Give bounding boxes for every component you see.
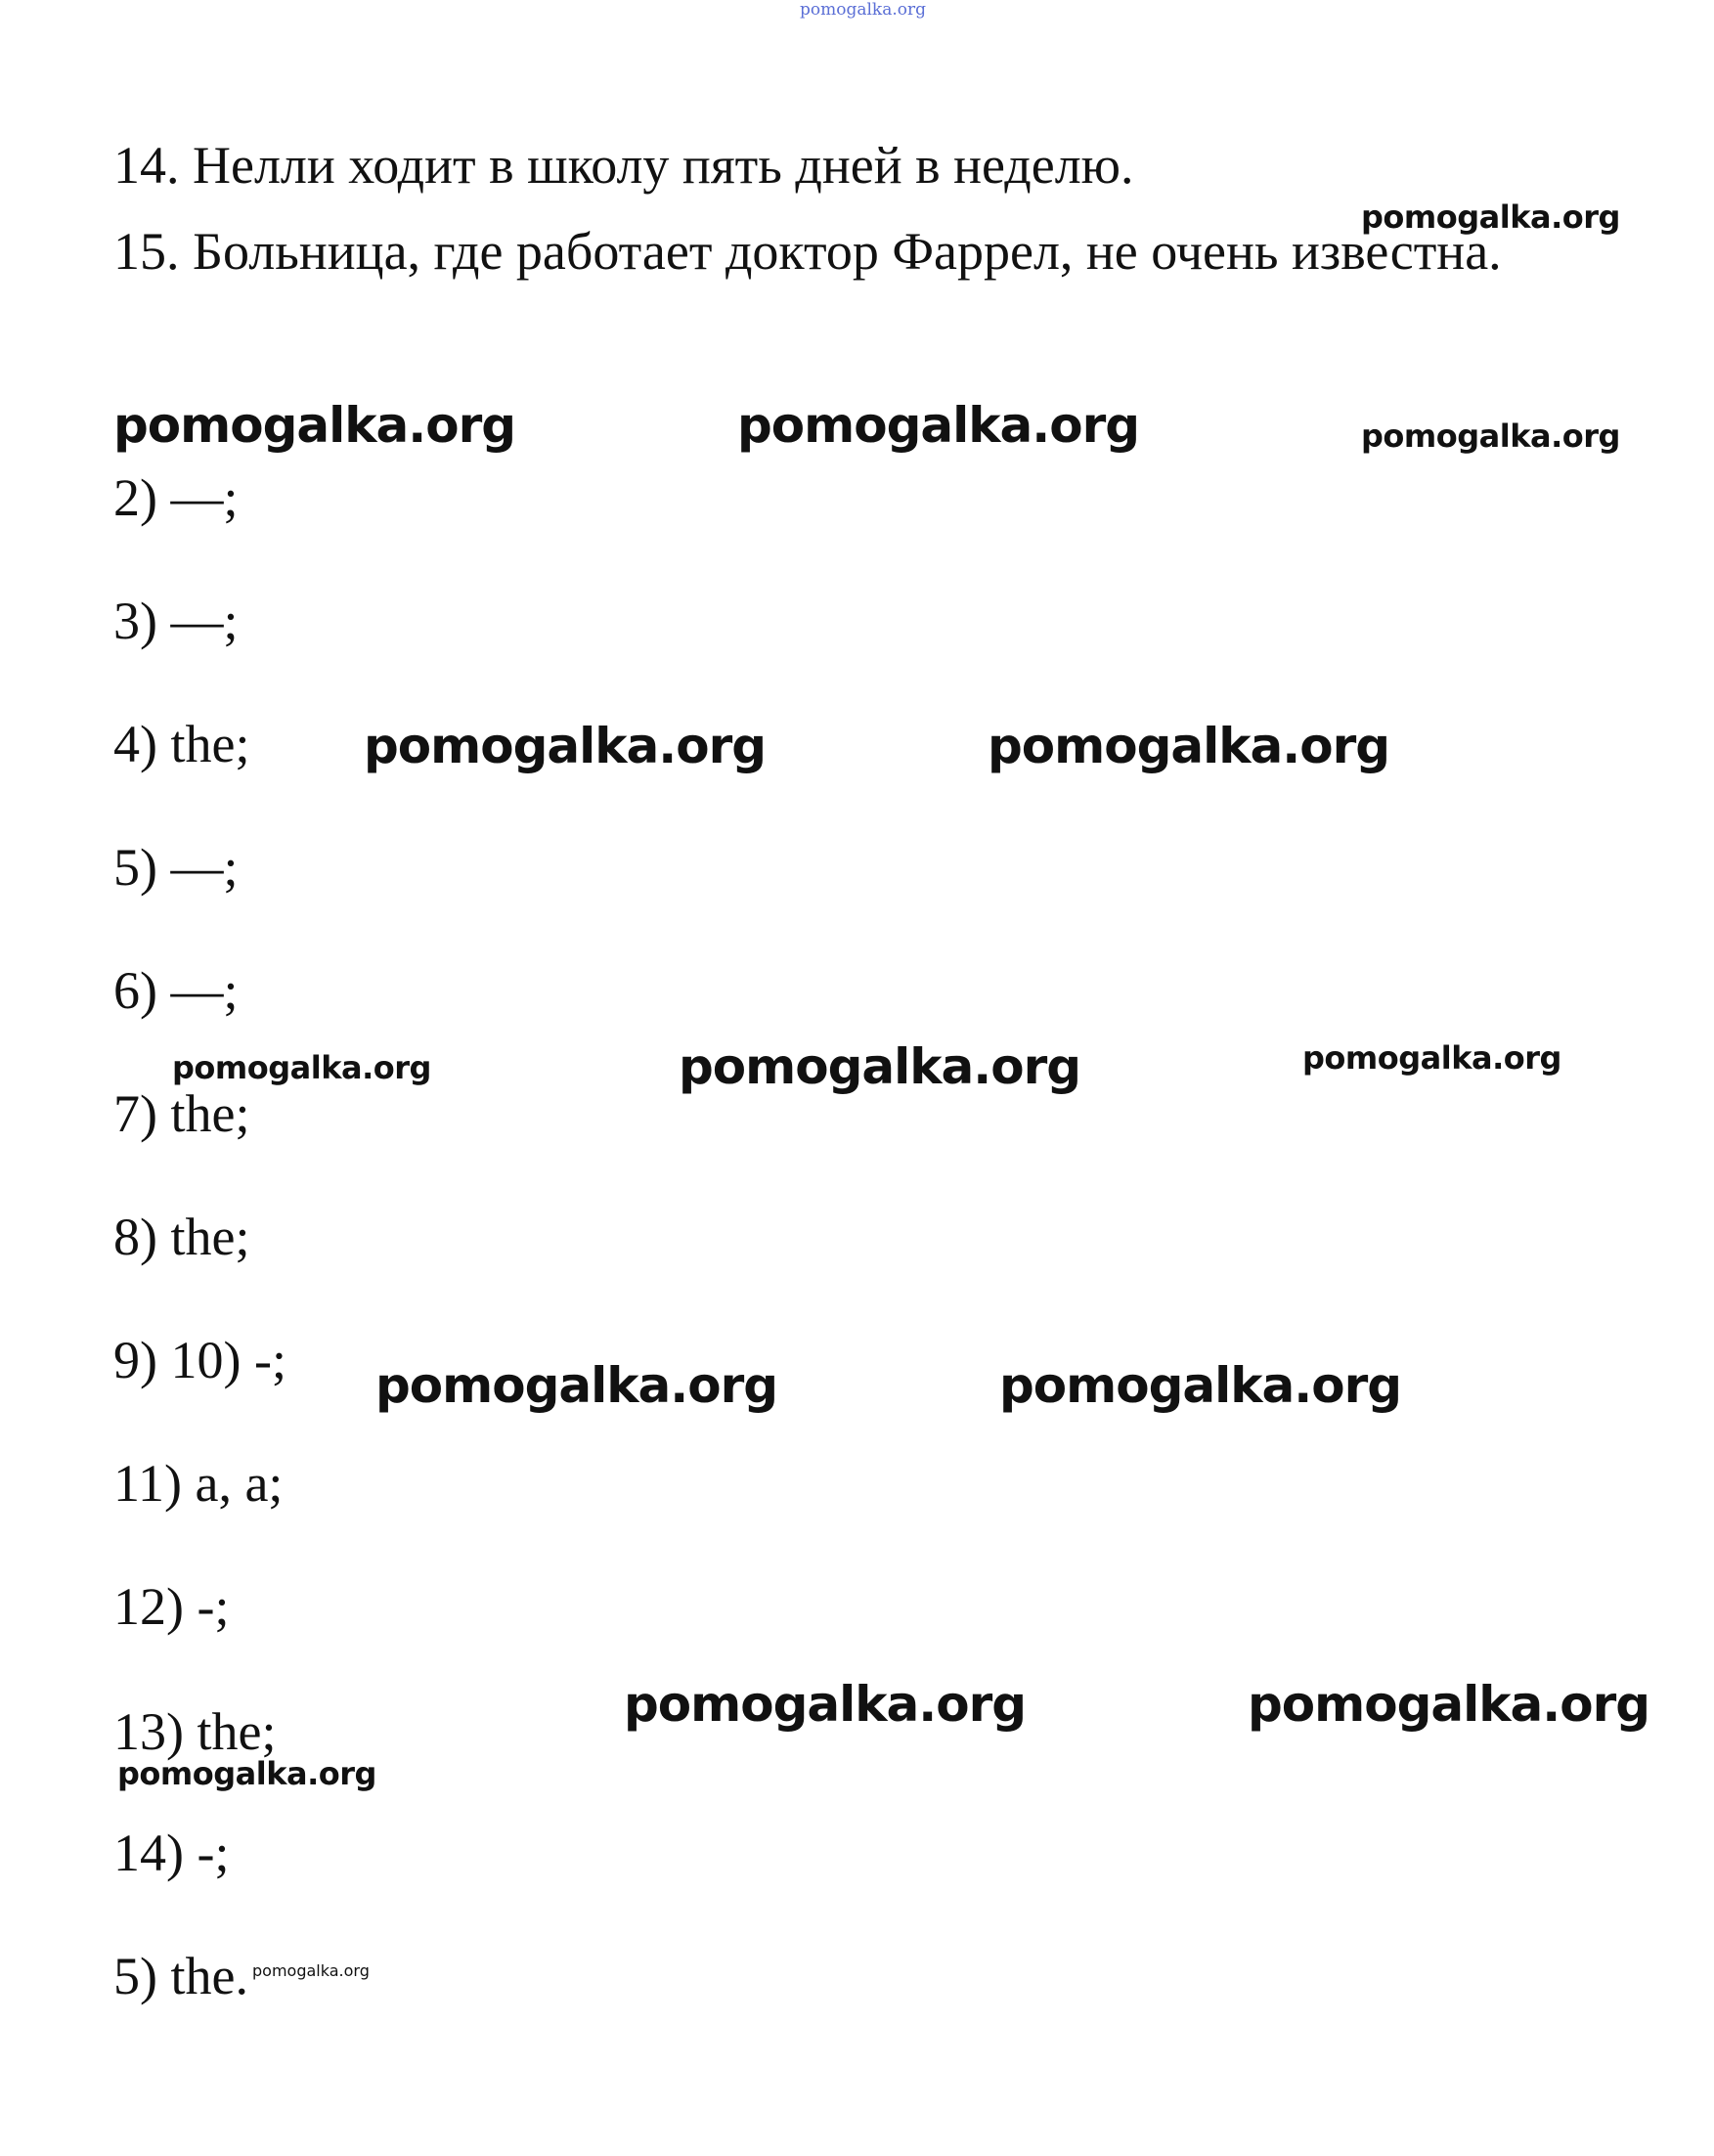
watermark: pomogalka.org bbox=[113, 397, 516, 454]
watermark: pomogalka.org bbox=[252, 1961, 370, 1980]
answer-7: 7) the; bbox=[113, 1084, 250, 1143]
answer-11: 11) a, a; bbox=[113, 1454, 284, 1513]
translation-line-15: 15. Больница, где работает доктор Фаррел, не очень известна. bbox=[113, 222, 1502, 281]
answer-12: 12) -; bbox=[113, 1577, 230, 1636]
header-watermark: pomogalka.org bbox=[800, 0, 927, 20]
answer-4: 4) the; bbox=[113, 715, 250, 773]
watermark: pomogalka.org bbox=[364, 718, 767, 774]
watermark: pomogalka.org bbox=[117, 1755, 376, 1792]
watermark: pomogalka.org bbox=[1361, 418, 1620, 455]
answer-13: 13) the; bbox=[113, 1702, 277, 1761]
watermark: pomogalka.org bbox=[375, 1357, 778, 1414]
watermark: pomogalka.org bbox=[1248, 1676, 1650, 1733]
watermark: pomogalka.org bbox=[679, 1038, 1081, 1095]
answer-2: 2) —; bbox=[113, 468, 239, 527]
answer-9-10: 9) 10) -; bbox=[113, 1331, 286, 1389]
answer-8: 8) the; bbox=[113, 1208, 250, 1266]
watermark: pomogalka.org bbox=[172, 1049, 431, 1086]
answer-6: 6) —; bbox=[113, 961, 239, 1020]
watermark: pomogalka.org bbox=[624, 1676, 1027, 1733]
answer-5: 5) —; bbox=[113, 838, 239, 897]
watermark: pomogalka.org bbox=[988, 718, 1390, 774]
watermark: pomogalka.org bbox=[737, 397, 1140, 454]
watermark: pomogalka.org bbox=[999, 1357, 1402, 1414]
answer-14: 14) -; bbox=[113, 1824, 230, 1882]
answer-15: 5) the. bbox=[113, 1947, 248, 2005]
watermark: pomogalka.org bbox=[1361, 198, 1620, 236]
answer-3: 3) —; bbox=[113, 592, 239, 650]
watermark: pomogalka.org bbox=[1302, 1039, 1561, 1077]
translation-line-14: 14. Нелли ходит в школу пять дней в неделю. bbox=[113, 136, 1134, 195]
